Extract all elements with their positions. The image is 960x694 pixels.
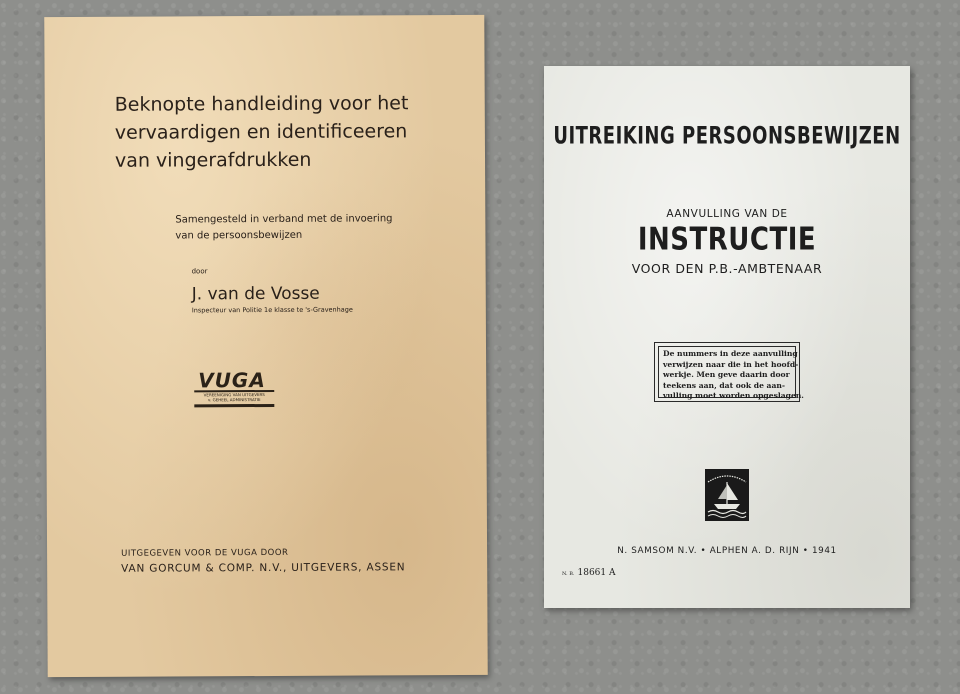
author-name: J. van de Vosse xyxy=(191,283,320,305)
right-booklet-cover xyxy=(544,66,910,608)
left-subtitle-line: van de persoonsbewijzen xyxy=(175,229,303,242)
notice-line: werkje. Men geve daarin door xyxy=(663,370,790,379)
notice-line: verwijzen naar die in het hoofd- xyxy=(663,359,799,369)
left-title-line: van vingerafdrukken xyxy=(114,148,312,172)
vuga-logo-line: VEREENIGING VAN UITGEVERS xyxy=(203,392,265,398)
publisher-line-2: VAN GORCUM & COMP. N.V., UITGEVERS, ASSEN xyxy=(121,561,406,575)
left-title-line: Beknopte handleiding voor het xyxy=(114,92,409,116)
notice-line: De nummers in deze aanvulling xyxy=(663,349,798,358)
author-rank: Inspecteur van Politie 1e klasse te 's-Gravenhage xyxy=(191,305,353,315)
notice-line: teekens aan, dat ook de aan- xyxy=(663,380,786,390)
left-subtitle xyxy=(175,211,445,244)
notice-box xyxy=(654,342,804,402)
vuga-logo-word: VUGA xyxy=(194,370,274,392)
notice-box-text xyxy=(658,346,804,400)
left-booklet-cover xyxy=(44,15,487,677)
vuga-logo-bar xyxy=(194,404,274,407)
aanvulling-line: AANVULLING VAN DE xyxy=(666,208,788,220)
right-publisher: N. SAMSOM N.V. • ALPHEN A. D. RIJN • 1941 xyxy=(617,546,837,556)
catalog-code xyxy=(562,568,616,578)
left-title-line: vervaardigen en identificeeren xyxy=(114,120,408,144)
by-label: door xyxy=(191,267,208,276)
ship-emblem-icon xyxy=(704,468,750,522)
voor-line: VOOR DEN P.B.-AMBTENAAR xyxy=(631,261,823,276)
catalog-code-number: 18661 A xyxy=(577,568,616,578)
right-heading: UITREIKING PERSOONSBEWIJZEN xyxy=(553,122,901,151)
left-title xyxy=(115,89,435,175)
publisher-line-1: UITGEGEVEN VOOR DE VUGA DOOR xyxy=(121,547,289,559)
notice-line: vulling moet worden opgeslagen. xyxy=(663,391,804,400)
catalog-code-prefix: N. B. xyxy=(562,571,575,577)
instructie-title: INSTRUCTIE xyxy=(637,222,817,258)
left-subtitle-line: Samengesteld in verband met de invoering xyxy=(175,213,393,226)
vuga-logo xyxy=(194,370,274,414)
vuga-logo-line: v. GEHEEL ADMINISTRATIE xyxy=(207,397,261,403)
